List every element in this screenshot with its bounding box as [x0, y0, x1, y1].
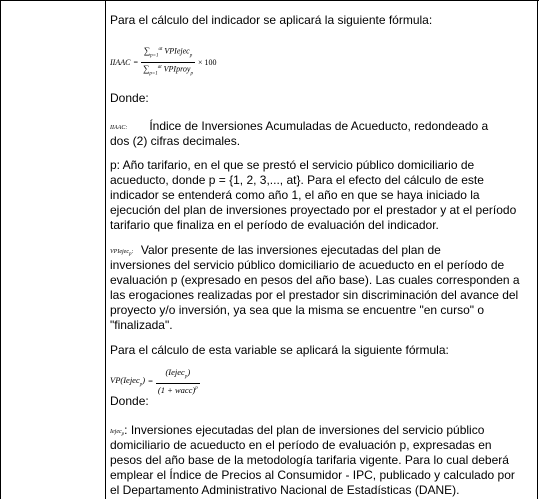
numerator-variable: VPIejec — [164, 46, 190, 56]
vp-formula-lhs: VP(Iejec$_p$) — [110, 374, 146, 388]
denominator-sum-symbol: ∑ — [142, 63, 150, 74]
vp-definition-line6: "finalizada". — [110, 318, 173, 332]
table-right-border — [537, 0, 538, 499]
donde-label-2: Donde: — [110, 394, 149, 408]
formula-fraction — [141, 45, 195, 79]
iiaac-definition-line1: Índice de Inversiones Acumuladas de Acueducto, redondeado a — [149, 119, 489, 133]
iejec-definition-text1: : Inversiones ejecutadas del plan de inversiones del servicio público — [124, 423, 485, 437]
vp-definition-line3: evaluación p (expresado en pesos del año base). Las cuales corresponden a — [110, 273, 520, 287]
numerator-variable-sub: p — [189, 53, 193, 59]
formula-lhs: IIAAC — [110, 57, 131, 67]
formula-equals: = — [133, 57, 138, 67]
table-top-border — [0, 0, 539, 1]
iiaac-symbol: IIAAC: — [110, 125, 128, 131]
iejec-definition-line4: emplear el Índice de Precios al Consumidor - IPC, publicado y calculado por — [110, 468, 515, 482]
p-definition-line5: tarifario que finaliza en el período de evaluación del indicador. — [110, 218, 439, 232]
p-definition-line2: acueducto, donde p = {1, 2, 3,..., at}. Para el efecto del cálculo de este — [110, 173, 484, 187]
donde-label-1: Donde: — [110, 91, 149, 105]
formula-numerator — [141, 45, 195, 62]
denominator-variable: VPIproy — [163, 64, 191, 74]
vp-formula-fraction — [156, 367, 200, 395]
numerator-sum-lower: p=1 — [150, 53, 159, 59]
iejec-definition-line3: pesos del año base de la metodología tarifaria vigente. Para lo cual deberá — [110, 453, 509, 467]
vp-symbol: VPIejec$_p$: — [110, 249, 134, 258]
vp-formula-equals: = — [148, 376, 153, 386]
vp-definition-line4: las erogaciones realizadas por el prestador sin discriminación del avance del — [110, 288, 519, 302]
denominator-sum-upper: at — [157, 64, 162, 70]
table-left-border — [0, 0, 1, 499]
iejec-definition-line5: el Departamento Administrativo Nacional de Estadísticas (DANE). — [110, 483, 460, 497]
vp-formula-numerator: (Iejec$_p$) — [156, 367, 200, 384]
p-definition-line3: indicador se entenderá como año 1, el año en que se haya iniciado la — [110, 188, 480, 202]
p-definition-line4: ejecución del plan de inversiones proyectado por el prestador y at el período — [110, 203, 517, 217]
intro-text-2: Para el cálculo de esta variable se aplicará la siguiente fórmula: — [110, 343, 449, 357]
iejec-definition-line2: domiciliario de acueducto en el período de evaluación p, expresadas en — [110, 438, 492, 452]
intro-text: Para el cálculo del indicador se aplicará la siguiente fórmula: — [110, 13, 433, 27]
numerator-sum-upper: at — [158, 47, 163, 53]
vp-definition-line2: inversiones del servicio público domiciliario de acueducto en el período de — [110, 258, 505, 272]
vp-definition-text1: Valor presente de las inversiones ejecutadas del plan de — [140, 243, 441, 257]
formula-multiplier: × 100 — [197, 57, 217, 67]
denominator-variable-sub: p — [190, 70, 193, 76]
p-definition-line1: p: Año tarifario, en el que se prestó el servicio público domiciliario de — [110, 158, 475, 172]
iejec-symbol: Iejec$_p$ — [110, 429, 125, 438]
denominator-sum-lower: p=1 — [149, 70, 158, 76]
numerator-sum-symbol: ∑ — [143, 45, 151, 56]
vp-definition-line5: proyecto y/o inversión, ya sea que la misma se encuentre "en curso" o — [110, 303, 485, 317]
column-divider — [105, 0, 106, 499]
iiaac-definition-line2: dos (2) cifras decimales. — [110, 134, 241, 148]
vp-formula-denominator: (1 + wacc)$^p$ — [157, 384, 198, 395]
vp-formula — [110, 368, 200, 394]
formula-denominator — [141, 63, 195, 79]
iiaac-formula — [110, 45, 217, 76]
